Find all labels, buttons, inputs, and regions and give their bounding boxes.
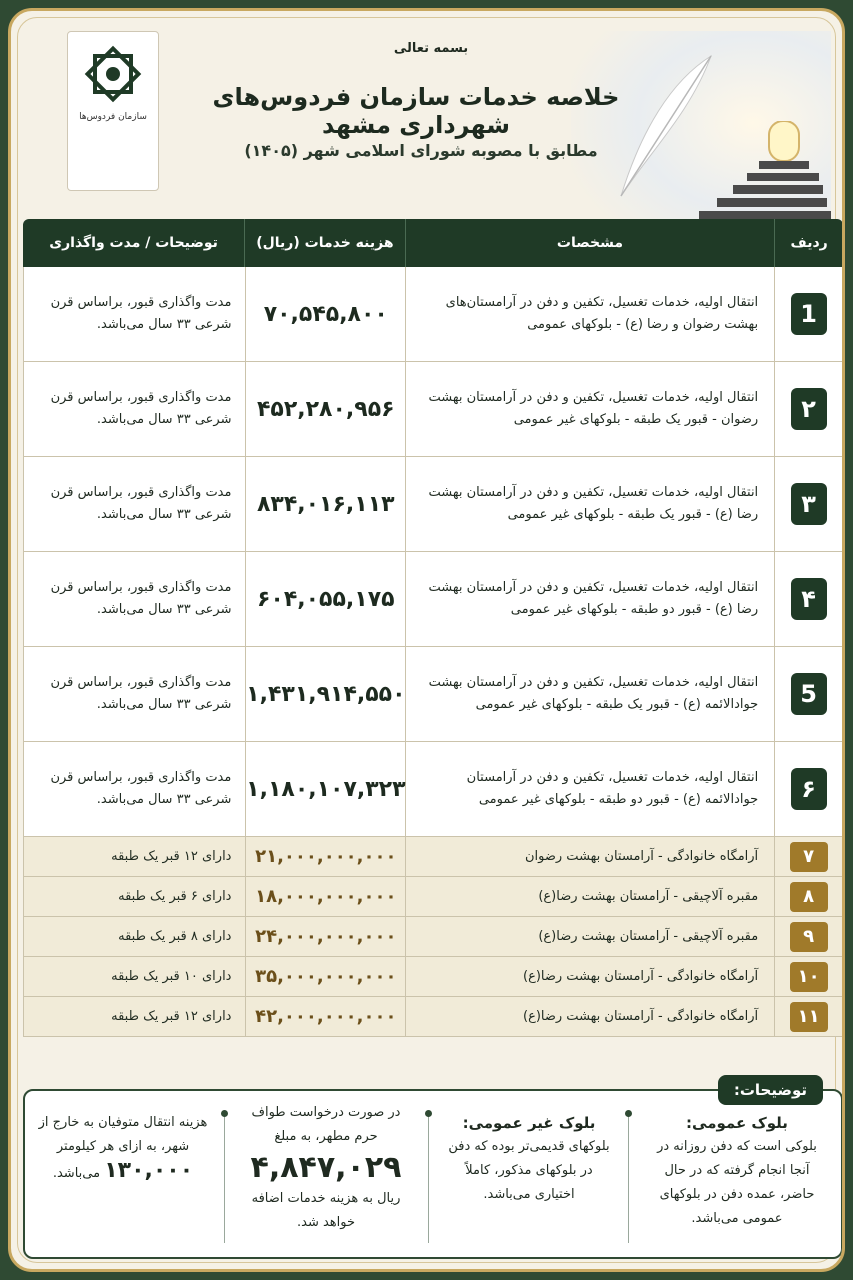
row-spec: انتقال اولیه، خدمات تغسیل، تکفین و دفن در آرامستان‌های بهشت رضوان و رضا (ع) - بلوکهای عمومی bbox=[405, 267, 774, 361]
table-row-small bbox=[23, 917, 843, 957]
row-desc: مدت واگذاری قبور، براساس قرن شرعی ۳۳ سال می‌باشد. bbox=[50, 390, 232, 427]
note-public-block bbox=[647, 1111, 827, 1251]
row-number: ۶ bbox=[791, 768, 827, 810]
row-desc: مدت واگذاری قبور، براساس قرن شرعی ۳۳ سال می‌باشد. bbox=[50, 485, 232, 522]
row-number: ۳ bbox=[791, 483, 827, 525]
row-desc: مدت واگذاری قبور، براساس قرن شرعی ۳۳ سال می‌باشد. bbox=[50, 675, 232, 712]
row-number: ۸ bbox=[790, 882, 828, 912]
header-spec: مشخصات bbox=[405, 219, 775, 267]
row-number: ۱۰ bbox=[790, 962, 828, 992]
row-cost: ۶۰۴,۰۵۵,۱۷۵ bbox=[245, 552, 405, 646]
header-cost: هزینه خدمات (ریال) bbox=[244, 219, 404, 267]
row-spec: انتقال اولیه، خدمات تغسیل، تکفین و دفن در آرامستان بهشت رضا (ع) - قبور یک طبقه - بلوکهای غیر عمومی bbox=[405, 457, 774, 551]
table-row bbox=[23, 742, 843, 837]
header-desc: توضیحات / مدت واگذاری bbox=[49, 235, 218, 251]
ferdows-emblem-icon bbox=[83, 44, 143, 104]
table-row-small bbox=[23, 837, 843, 877]
row-spec: انتقال اولیه، خدمات تغسیل، تکفین و دفن در آرامستان بهشت رضوان - قبور یک طبقه - بلوکهای غیر عمومی bbox=[405, 362, 774, 456]
note-tawaf-amount: ۴,۸۴۷,۰۲۹ bbox=[250, 1150, 402, 1185]
page-title: خلاصه خدمات سازمان فردوس‌های شهرداری مشهد bbox=[212, 83, 620, 139]
row-cost: ۱۸,۰۰۰,۰۰۰,۰۰۰ bbox=[245, 877, 405, 916]
row-number: ۷ bbox=[790, 842, 828, 872]
table-row-small bbox=[23, 997, 843, 1037]
note-tawaf-block bbox=[241, 1101, 411, 1241]
divider bbox=[224, 1113, 225, 1243]
note-tawaf-post: ریال به هزینه خدمات اضافه خواهد شد. bbox=[251, 1191, 401, 1230]
row-spec: انتقال اولیه، خدمات تغسیل، تکفین و دفن در آرامستان بهشت جوادالائمه (ع) - قبور یک طبقه - بلوکهای غیر عمومی bbox=[405, 647, 774, 741]
row-desc: مدت واگذاری قبور، براساس قرن شرعی ۳۳ سال می‌باشد. bbox=[50, 580, 232, 617]
ferdows-logo bbox=[67, 31, 159, 191]
row-desc: دارای ۱۰ قبر یک طبقه bbox=[111, 968, 232, 984]
row-number: 1 bbox=[791, 293, 827, 335]
row-number: 5 bbox=[791, 673, 827, 715]
row-desc: مدت واگذاری قبور، براساس قرن شرعی ۳۳ سال می‌باشد. bbox=[50, 295, 232, 332]
note-nonpublic-title: بلوک غیر عمومی: bbox=[462, 1114, 596, 1132]
row-cost: ۴۵۲,۲۸۰,۹۵۶ bbox=[245, 362, 405, 456]
note-transfer-block bbox=[37, 1111, 209, 1251]
row-cost: ۱,۴۳۱,۹۱۴,۵۵۰ bbox=[245, 647, 405, 741]
table-row bbox=[23, 362, 843, 457]
row-spec: آرامگاه خانوادگی - آرامستان بهشت رضا(ع) bbox=[405, 957, 774, 996]
table-row bbox=[23, 647, 843, 742]
poster-frame bbox=[8, 8, 845, 1272]
row-spec: انتقال اولیه، خدمات تغسیل، تکفین و دفن در آرامستان بهشت رضا (ع) - قبور دو طبقه - بلوکهای غیر عمومی bbox=[405, 552, 774, 646]
table-row bbox=[23, 267, 843, 362]
row-cost: ۸۳۴,۰۱۶,۱۱۳ bbox=[245, 457, 405, 551]
row-cost: ۲۱,۰۰۰,۰۰۰,۰۰۰ bbox=[245, 837, 405, 876]
row-number: ۱۱ bbox=[790, 1002, 828, 1032]
row-desc: دارای ۶ قبر یک طبقه bbox=[118, 888, 232, 904]
note-transfer-amount: ۱۳۰,۰۰۰ bbox=[104, 1158, 194, 1183]
logo-caption: سازمان فردوس‌ها bbox=[79, 112, 147, 122]
notes-panel bbox=[23, 1081, 843, 1259]
note-public-title: بلوک عمومی: bbox=[686, 1114, 788, 1132]
notes-label: توضیحات: bbox=[718, 1075, 823, 1105]
table-header bbox=[23, 219, 843, 267]
row-number: ۴ bbox=[791, 578, 827, 620]
row-cost: ۱,۱۸۰,۱۰۷,۳۲۳ bbox=[245, 742, 405, 836]
table-row bbox=[23, 552, 843, 647]
table-row-small bbox=[23, 957, 843, 997]
table-row bbox=[23, 457, 843, 552]
row-spec: آرامگاه خانوادگی - آرامستان بهشت رضوان bbox=[405, 837, 774, 876]
note-transfer-post: می‌باشد. bbox=[52, 1166, 101, 1181]
header-no: ردیف bbox=[774, 219, 843, 267]
note-tawaf-pre: در صورت درخواست طواف حرم مطهر، به مبلغ bbox=[251, 1105, 401, 1144]
note-transfer-pre: هزینه انتقال متوفیان به خارج از شهر، به ازای هر کیلومتر bbox=[38, 1115, 208, 1154]
row-cost: ۴۲,۰۰۰,۰۰۰,۰۰۰ bbox=[245, 997, 405, 1036]
row-number: ۲ bbox=[791, 388, 827, 430]
row-spec: مقبره آلاچیقی - آرامستان بهشت رضا(ع) bbox=[405, 877, 774, 916]
bismillah: بسمه تعالی bbox=[393, 41, 469, 56]
table-row-small bbox=[23, 877, 843, 917]
row-cost: ۲۴,۰۰۰,۰۰۰,۰۰۰ bbox=[245, 917, 405, 956]
row-cost: ۳۵,۰۰۰,۰۰۰,۰۰۰ bbox=[245, 957, 405, 996]
services-table bbox=[23, 219, 843, 1037]
row-desc: مدت واگذاری قبور، براساس قرن شرعی ۳۳ سال می‌باشد. bbox=[50, 770, 232, 807]
note-nonpublic-block bbox=[445, 1111, 613, 1251]
row-spec: آرامگاه خانوادگی - آرامستان بهشت رضا(ع) bbox=[405, 997, 774, 1036]
row-desc: دارای ۱۲ قبر یک طبقه bbox=[111, 1008, 232, 1024]
row-desc: دارای ۱۲ قبر یک طبقه bbox=[111, 848, 232, 864]
divider bbox=[428, 1113, 429, 1243]
row-spec: مقبره آلاچیقی - آرامستان بهشت رضا(ع) bbox=[405, 917, 774, 956]
note-nonpublic-text: بلوکهای قدیمی‌تر بوده که دفن در بلوکهای مذکور، کاملاً اختیاری می‌باشد. bbox=[448, 1139, 610, 1202]
note-public-text: بلوکی است که دفن روزانه در آنجا انجام گرفته که در حال حاضر، عمده دفن در بلوکهای عمومی می‌باشد. bbox=[657, 1139, 817, 1226]
page-subtitle: مطابق با مصوبه شورای اسلامی شهر (۱۴۰۵) bbox=[244, 141, 598, 160]
row-desc: دارای ۸ قبر یک طبقه bbox=[118, 928, 232, 944]
row-spec: انتقال اولیه، خدمات تغسیل، تکفین و دفن در آرامستان جوادالائمه (ع) - قبور دو طبقه - بلوکهای غیر عمومی bbox=[405, 742, 774, 836]
row-number: ۹ bbox=[790, 922, 828, 952]
divider bbox=[628, 1113, 629, 1243]
row-cost: ۷۰,۵۴۵,۸۰۰ bbox=[245, 267, 405, 361]
